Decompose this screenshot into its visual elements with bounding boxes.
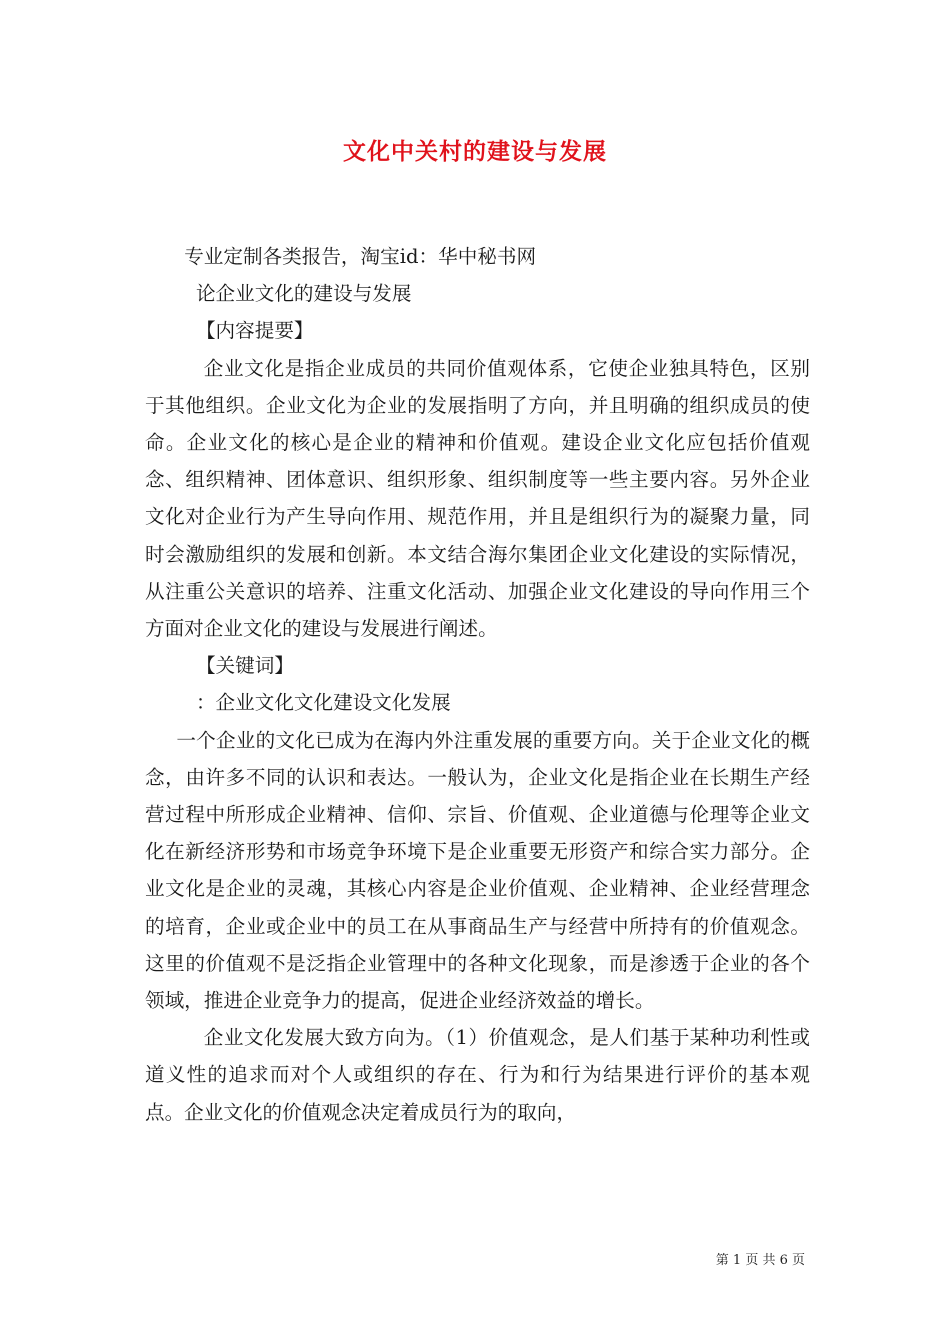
paragraph-keywords: ：企业文化文化建设文化发展 — [195, 691, 451, 715]
paragraph-header-note: 专业定制各类报告，淘宝id：华中秘书网 — [184, 245, 537, 268]
page-number: 第 1 页 共 6 页 — [715, 1253, 805, 1268]
paragraph-keywords-heading: 【关键词】 — [195, 654, 294, 678]
paragraph-abstract: 企业文化是指企业成员的共同价值观体系，它使企业独具特色，区别于其他组织。企业文化为企业的发展指明了方向，并且明确的组织成员的使命。企业文化的核心是企业的精神和价值观。建设企业文化应包括价值观念、组织精神、团体意识、组织形象、组织制度等一些主要内容。另外企业文化对企业行为产生导向作用、规范作用，并且是组织行为的凝聚力量，同时会激励组织的发展和创新。本文结合海尔集团企业文化建设的实际情况，从注重公关意识的培养、注重文化活动、加强企业文化建设的导向作用三个方面对企业文化的建设与发展进行阐述。 — [145, 356, 810, 641]
paragraph-subtitle: 论企业文化的建设与发展 — [195, 282, 412, 306]
document-body — [145, 238, 810, 1131]
paragraph-body-2: 企业文化发展大致方向为。（1）价值观念，是人们基于某种功利性或道义性的追求而对个人或组织的存在、行为和行为结果进行评价的基本观点。企业文化的价值观念决定着成员行为的取向， — [145, 1026, 810, 1124]
paragraph-body-1: 一个企业的文化已成为在海内外注重发展的重要方向。关于企业文化的概念，由许多不同的认识和表达。一般认为，企业文化是指企业在长期生产经营过程中所形成企业精神、信仰、宗旨、价值观、企业道德与伦理等企业文化在新经济形势和市场竞争环境下是企业重要无形资产和综合实力部分。企业文化是企业的灵魂，其核心内容是企业价值观、企业精神、企业经营理念的培育，企业或企业中的员工在从事商品生产与经营中所持有的价值观念。这里的价值观不是泛指企业管理中的各种文化现象，而是渗透于企业的各个领域，推进企业竞争力的提高，促进企业经济效益的增长。 — [145, 728, 810, 1013]
paragraph-abstract-heading: 【内容提要】 — [195, 319, 314, 343]
document-title: 文化中关村的建设与发展 — [343, 138, 607, 165]
